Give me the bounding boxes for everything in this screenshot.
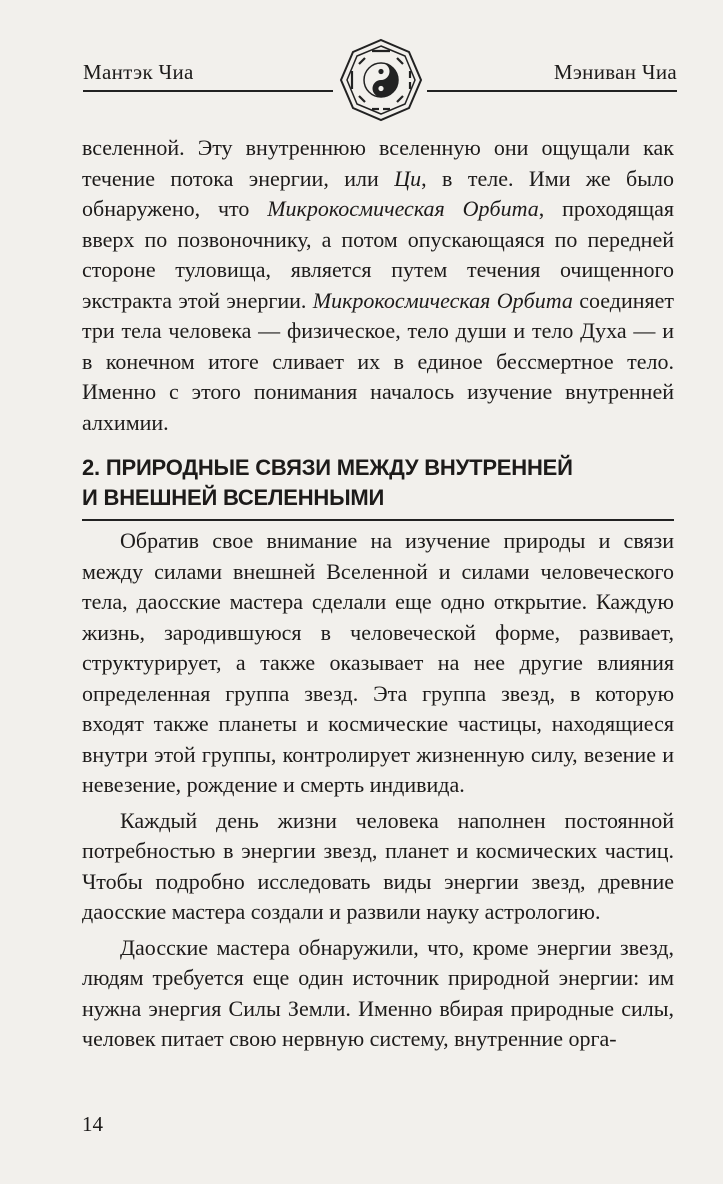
- header-author-left: Мантэк Чиа: [83, 60, 194, 84]
- bagua-yin-yang-icon: [339, 38, 423, 122]
- section-title-line-1: 2. ПРИРОДНЫЕ СВЯЗИ МЕЖДУ ВНУТРЕННЕЙ: [82, 455, 573, 480]
- text-run: соединяет три тела человека — физическое, тело души и тело Духа — и в конечном итоге сливает их в единое бессмертное тело. Именно с этого понимания началось изучение внутренней алхимии.: [82, 287, 675, 435]
- italic-term: Микрокосмическая Орбита: [267, 196, 539, 221]
- section-title-line-2: И ВНЕШНЕЙ ВСЕЛЕННЫМИ: [82, 485, 385, 510]
- text-run: , в теле. Ими же было обнаружено, что: [82, 165, 674, 221]
- italic-term: Микрокосмическая Орбита: [312, 287, 573, 313]
- section-rule: [82, 519, 674, 521]
- section-body: [82, 526, 674, 1060]
- header-rule-right: [427, 90, 677, 92]
- text-run: вселенной. Эту внутреннюю вселенную они ощущали как течение потока энергии, или: [82, 135, 674, 191]
- italic-term: Ци: [394, 165, 422, 191]
- paragraph: Обратив свое внимание на изучение природы и связи между силами внешней Вселенной и силами человеческого тела, даосские мастера сделали еще одно открытие. Каждую жизнь, зародившуюся в человеческой форме, развивает, структурирует, а также оказывает на нее другие влияния определенная группа звезд. Эта группа звезд, в которую входят также планеты и космические частицы, находящиеся внутри этой группы, контролирует жизненную силу, везение и невезение, рождение и смерть индивида.: [82, 528, 674, 797]
- header-author-right: Мэниван Чиа: [553, 60, 677, 84]
- paragraph-continued: [82, 133, 674, 438]
- paragraph: Каждый день жизни человека наполнен постоянной потребностью в энергии звезд, планет и космических частиц. Чтобы подробно исследовать виды энергии звезд, древние даосские мастера создали и развили науку астрологию.: [82, 807, 674, 924]
- text-run: , проходящая вверх по позвоночнику, а потом опускающаяся по передней стороне туловища, является путем течения очищенного экстракта этой энергии.: [82, 196, 674, 313]
- section-heading: [82, 453, 674, 521]
- running-header: [83, 38, 677, 118]
- paragraph: [82, 133, 674, 438]
- page-number: 14: [82, 1112, 103, 1136]
- paragraph: Даосские мастера обнаружили, что, кроме энергии звезд, людям требуется еще один источник природной энергии: им нужна энергия Силы Земли. Именно вбирая природные силы, человек питает свою нервную систему, внутренние орга-: [82, 934, 674, 1051]
- header-rule-left: [83, 90, 333, 92]
